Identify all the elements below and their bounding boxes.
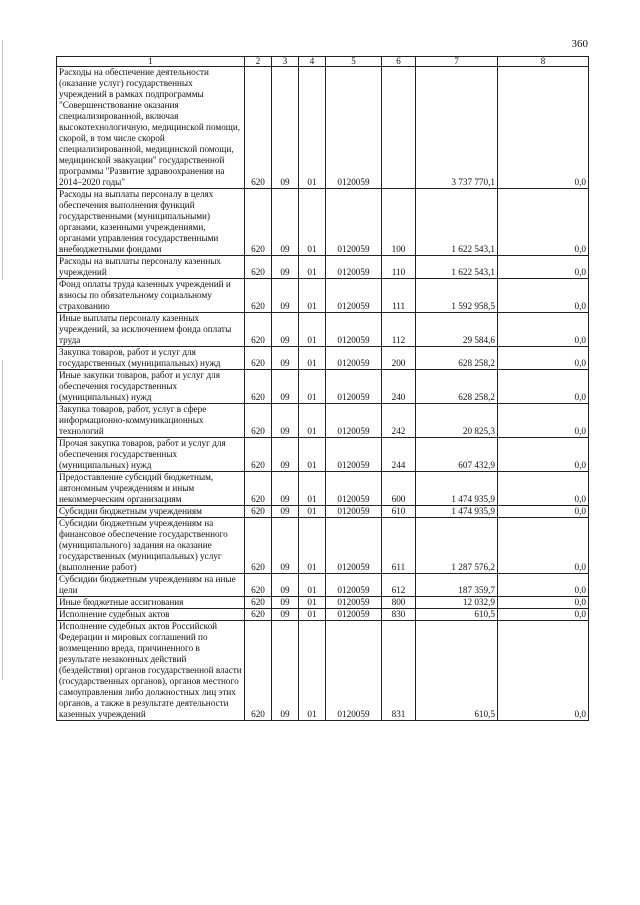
table-row [57, 597, 589, 609]
cell-section-code: 09 [272, 256, 299, 279]
cell-section-code: 09 [272, 574, 299, 597]
cell-ministry-code: 620 [245, 506, 272, 518]
cell-expense-type: 830 [382, 609, 416, 621]
table-row [57, 621, 589, 721]
cell-subsection-code: 01 [299, 279, 326, 313]
cell-ministry-code: 620 [245, 347, 272, 370]
cell-column-8: 0,0 [498, 313, 589, 347]
cell-subsection-code: 01 [299, 621, 326, 721]
table-header-row [57, 57, 589, 67]
table-row [57, 347, 589, 370]
row-name: Расходы на выплаты персоналу казенных учреждений [57, 256, 245, 279]
cell-target-article: 0120059 [326, 621, 382, 721]
table-row [57, 574, 589, 597]
cell-target-article: 0120059 [326, 438, 382, 472]
cell-target-article: 0120059 [326, 518, 382, 574]
row-name: Закупка товаров, работ и услуг для государственных (муниципальных) нужд [57, 347, 245, 370]
cell-amount: 607 432,9 [416, 438, 498, 472]
cell-column-8: 0,0 [498, 518, 589, 574]
cell-column-8: 0,0 [498, 279, 589, 313]
table-row [57, 67, 589, 189]
cell-expense-type: 100 [382, 189, 416, 256]
cell-expense-type: 610 [382, 506, 416, 518]
cell-target-article: 0120059 [326, 574, 382, 597]
cell-ministry-code: 620 [245, 609, 272, 621]
cell-subsection-code: 01 [299, 67, 326, 189]
cell-section-code: 09 [272, 370, 299, 404]
row-name: Прочая закупка товаров, работ и услуг для обеспечения государственных (муниципальных) нужд [57, 438, 245, 472]
cell-subsection-code: 01 [299, 472, 326, 506]
cell-expense-type: 612 [382, 574, 416, 597]
cell-amount: 1 622 543,1 [416, 189, 498, 256]
cell-subsection-code: 01 [299, 609, 326, 621]
row-name: Расходы на обеспечение деятельности (оказание услуг) государственных учреждений в рамках подпрограммы "Совершенствование оказания специализированной, включая высокотехнологичную, медицинской помощи, скорой, в том числе скорой специализированной, медицинской помощи, медицинской эвакуации" государственной программы "Развитие здравоохранения на 2014–2020 годы" [57, 67, 245, 189]
column-header: 8 [498, 57, 589, 67]
cell-expense-type [382, 67, 416, 189]
cell-ministry-code: 620 [245, 189, 272, 256]
cell-expense-type: 242 [382, 404, 416, 438]
cell-column-8: 0,0 [498, 621, 589, 721]
cell-subsection-code: 01 [299, 256, 326, 279]
budget-table [56, 56, 589, 721]
cell-target-article: 0120059 [326, 609, 382, 621]
cell-column-8: 0,0 [498, 609, 589, 621]
cell-section-code: 09 [272, 621, 299, 721]
cell-target-article: 0120059 [326, 189, 382, 256]
cell-amount: 628 258,2 [416, 347, 498, 370]
cell-amount: 628 258,2 [416, 370, 498, 404]
cell-ministry-code: 620 [245, 438, 272, 472]
cell-amount: 187 359,7 [416, 574, 498, 597]
cell-subsection-code: 01 [299, 370, 326, 404]
cell-amount: 1 474 935,9 [416, 506, 498, 518]
cell-amount: 20 825,3 [416, 404, 498, 438]
cell-ministry-code: 620 [245, 597, 272, 609]
cell-subsection-code: 01 [299, 597, 326, 609]
cell-section-code: 09 [272, 438, 299, 472]
table-row [57, 256, 589, 279]
column-header: 7 [416, 57, 498, 67]
cell-amount: 12 032,9 [416, 597, 498, 609]
column-header: 3 [272, 57, 299, 67]
cell-amount: 1 622 543,1 [416, 256, 498, 279]
cell-target-article: 0120059 [326, 404, 382, 438]
row-name: Субсидии бюджетным учреждениям [57, 506, 245, 518]
table-row [57, 313, 589, 347]
cell-column-8: 0,0 [498, 256, 589, 279]
cell-ministry-code: 620 [245, 256, 272, 279]
table-row [57, 279, 589, 313]
cell-target-article: 0120059 [326, 597, 382, 609]
cell-section-code: 09 [272, 313, 299, 347]
cell-target-article: 0120059 [326, 67, 382, 189]
table-row [57, 609, 589, 621]
cell-ministry-code: 620 [245, 574, 272, 597]
table-row [57, 472, 589, 506]
cell-ministry-code: 620 [245, 621, 272, 721]
table-row [57, 189, 589, 256]
cell-column-8: 0,0 [498, 370, 589, 404]
table-row [57, 518, 589, 574]
cell-subsection-code: 01 [299, 189, 326, 256]
cell-ministry-code: 620 [245, 404, 272, 438]
column-header: 4 [299, 57, 326, 67]
cell-subsection-code: 01 [299, 347, 326, 370]
cell-section-code: 09 [272, 597, 299, 609]
cell-amount: 610,5 [416, 621, 498, 721]
cell-ministry-code: 620 [245, 518, 272, 574]
cell-expense-type: 240 [382, 370, 416, 404]
cell-target-article: 0120059 [326, 279, 382, 313]
cell-amount: 29 584,6 [416, 313, 498, 347]
cell-target-article: 0120059 [326, 347, 382, 370]
cell-target-article: 0120059 [326, 370, 382, 404]
cell-expense-type: 110 [382, 256, 416, 279]
row-name: Субсидии бюджетным учреждениям на финансовое обеспечение государственного (муниципального) задания на оказание государственных (муниципальных) услуг (выполнение работ) [57, 518, 245, 574]
table-row [57, 370, 589, 404]
cell-ministry-code: 620 [245, 67, 272, 189]
table-row [57, 438, 589, 472]
row-name: Иные закупки товаров, работ и услуг для обеспечения государственных (муниципальных) нужд [57, 370, 245, 404]
row-name: Исполнение судебных актов Российской Федерации и мировых соглашений по возмещению вреда, причиненного в результате незаконных действий (бездействия) органов государственной власти (государственных органов), органов местного самоуправления либо должностных лиц этих органов, а также в результате деятельности казенных учреждений [57, 621, 245, 721]
column-header: 5 [326, 57, 382, 67]
cell-section-code: 09 [272, 67, 299, 189]
cell-section-code: 09 [272, 506, 299, 518]
cell-section-code: 09 [272, 472, 299, 506]
cell-expense-type: 611 [382, 518, 416, 574]
cell-column-8: 0,0 [498, 347, 589, 370]
row-name: Расходы на выплаты персоналу в целях обеспечения выполнения функций государственными (муниципальными) органами, казенными учреждениями, органами управления государственными внебюджетными фондами [57, 189, 245, 256]
row-name: Субсидии бюджетным учреждениям на иные цели [57, 574, 245, 597]
cell-subsection-code: 01 [299, 404, 326, 438]
cell-column-8: 0,0 [498, 67, 589, 189]
cell-subsection-code: 01 [299, 574, 326, 597]
row-name: Закупка товаров, работ, услуг в сфере информационно-коммуникационных технологий [57, 404, 245, 438]
table-row [57, 404, 589, 438]
cell-subsection-code: 01 [299, 438, 326, 472]
cell-target-article: 0120059 [326, 313, 382, 347]
cell-section-code: 09 [272, 347, 299, 370]
cell-amount: 1 592 958,5 [416, 279, 498, 313]
scan-edge-mark [2, 360, 3, 680]
cell-amount: 3 737 770,1 [416, 67, 498, 189]
cell-amount: 610,5 [416, 609, 498, 621]
row-name: Исполнение судебных актов [57, 609, 245, 621]
cell-column-8: 0,0 [498, 597, 589, 609]
cell-section-code: 09 [272, 518, 299, 574]
cell-expense-type: 800 [382, 597, 416, 609]
cell-column-8: 0,0 [498, 574, 589, 597]
cell-section-code: 09 [272, 404, 299, 438]
column-header: 1 [57, 57, 245, 67]
cell-subsection-code: 01 [299, 313, 326, 347]
cell-target-article: 0120059 [326, 472, 382, 506]
cell-expense-type: 112 [382, 313, 416, 347]
column-header: 6 [382, 57, 416, 67]
row-name: Иные бюджетные ассигнования [57, 597, 245, 609]
cell-column-8: 0,0 [498, 506, 589, 518]
cell-amount: 1 287 576,2 [416, 518, 498, 574]
cell-ministry-code: 620 [245, 370, 272, 404]
cell-column-8: 0,0 [498, 404, 589, 438]
cell-amount: 1 474 935,9 [416, 472, 498, 506]
cell-expense-type: 200 [382, 347, 416, 370]
cell-ministry-code: 620 [245, 472, 272, 506]
table-row [57, 506, 589, 518]
cell-target-article: 0120059 [326, 256, 382, 279]
cell-column-8: 0,0 [498, 189, 589, 256]
row-name: Предоставление субсидий бюджетным, автономным учреждениям и иным некоммерческим организациям [57, 472, 245, 506]
cell-expense-type: 831 [382, 621, 416, 721]
cell-expense-type: 244 [382, 438, 416, 472]
cell-column-8: 0,0 [498, 472, 589, 506]
cell-section-code: 09 [272, 279, 299, 313]
cell-ministry-code: 620 [245, 279, 272, 313]
cell-section-code: 09 [272, 189, 299, 256]
cell-expense-type: 111 [382, 279, 416, 313]
cell-expense-type: 600 [382, 472, 416, 506]
column-header: 2 [245, 57, 272, 67]
cell-subsection-code: 01 [299, 518, 326, 574]
cell-column-8: 0,0 [498, 438, 589, 472]
cell-ministry-code: 620 [245, 313, 272, 347]
scan-edge-mark [2, 40, 3, 280]
cell-section-code: 09 [272, 609, 299, 621]
cell-subsection-code: 01 [299, 506, 326, 518]
cell-target-article: 0120059 [326, 506, 382, 518]
page-number: 360 [571, 38, 588, 50]
row-name: Фонд оплаты труда казенных учреждений и взносы по обязательному социальному страхованию [57, 279, 245, 313]
row-name: Иные выплаты персоналу казенных учреждений, за исключением фонда оплаты труда [57, 313, 245, 347]
